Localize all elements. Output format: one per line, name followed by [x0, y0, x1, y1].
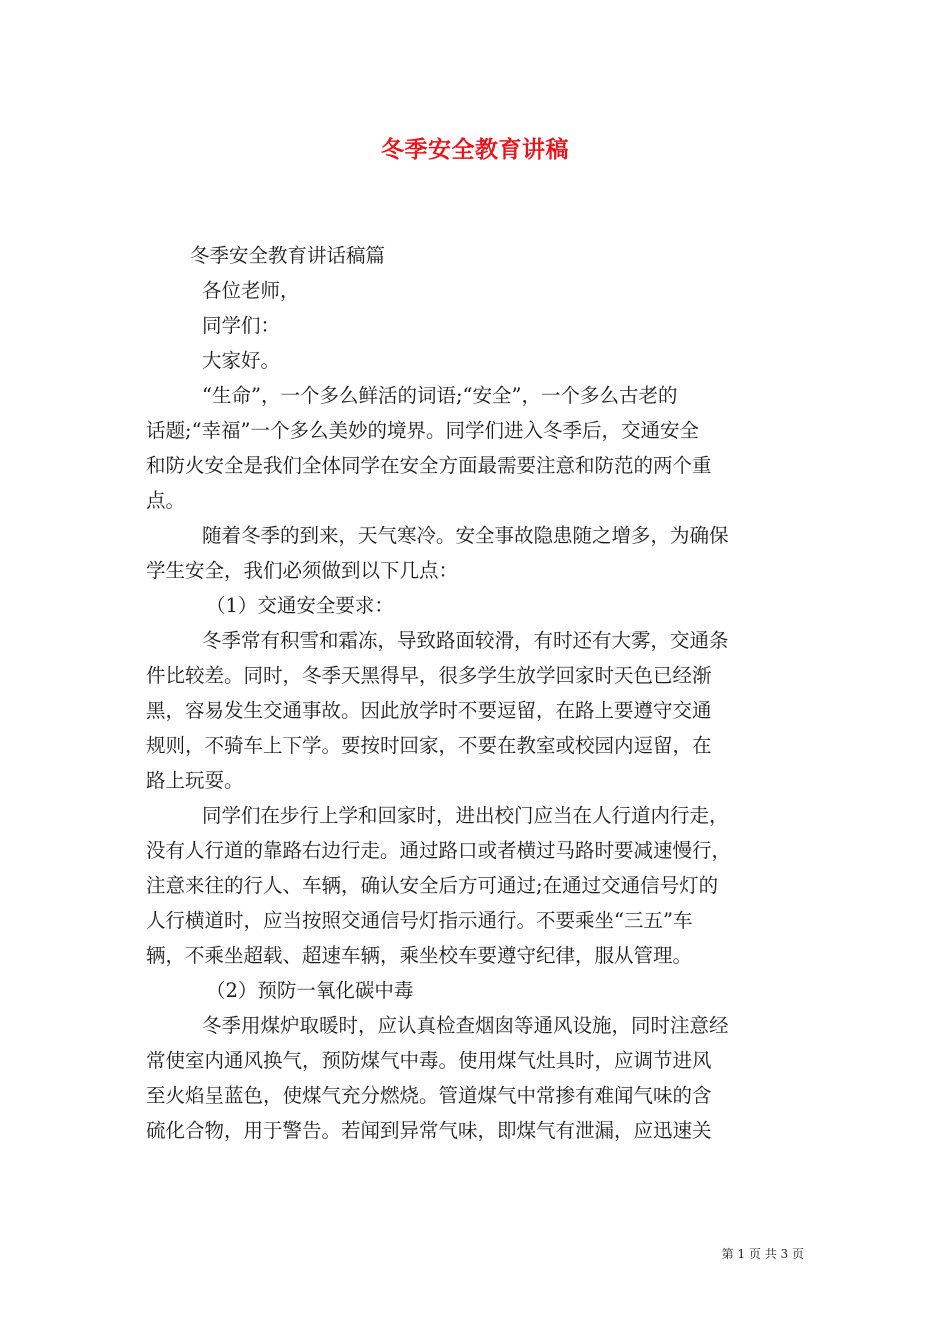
- body-line: 冬季用煤炉取暖时，应认真检查烟囱等通风设施，同时注意经: [202, 1014, 729, 1037]
- body-line: 冬季安全教育讲话稿篇: [190, 244, 386, 267]
- body-line: 件比较差。同时，冬季天黑得早，很多学生放学回家时天色已经渐: [146, 664, 712, 687]
- body-line: 黑，容易发生交通事故。因此放学时不要逗留，在路上要遵守交通: [146, 699, 712, 722]
- body-line: 硫化合物，用于警告。若闻到异常气味，即煤气有泄漏，应迅速关: [146, 1119, 712, 1142]
- page-footer: 第 1 页 共 3 页: [721, 1247, 804, 1261]
- body-line: 人行横道时，应当按照交通信号灯指示通行。不要乘坐“三五”车: [146, 909, 693, 932]
- body-line: 冬季常有积雪和霜冻，导致路面较滑，有时还有大雾，交通条: [202, 629, 729, 652]
- body-line: 学生安全，我们必须做到以下几点：: [146, 559, 459, 582]
- body-line: 辆，不乘坐超载、超速车辆，乘坐校车要遵守纪律，服从管理。: [146, 944, 693, 967]
- body-line: 注意来往的行人、车辆，确认安全后方可通过;在通过交通信号灯的: [146, 874, 719, 897]
- body-line: “生命”，一个多么鲜活的词语;“安全”，一个多么古老的: [202, 384, 678, 407]
- body-line: 和防火安全是我们全体同学在安全方面最需要注意和防范的两个重: [146, 454, 712, 477]
- section-heading: （2）预防一氧化碳中毒: [206, 979, 414, 1002]
- body-line: 路上玩耍。: [146, 769, 244, 792]
- body-line: 话题;“幸福”一个多么美妙的境界。同学们进入冬季后，交通安全: [146, 419, 700, 442]
- body-line: 随着冬季的到来，天气寒冷。安全事故隐患随之增多，为确保: [202, 524, 729, 547]
- body-line: 常使室内通风换气，预防煤气中毒。使用煤气灶具时，应调节进风: [146, 1049, 712, 1072]
- section-heading: （1）交通安全要求：: [206, 594, 394, 617]
- body-line: 各位老师，: [202, 279, 300, 302]
- body-line: 同学们：: [202, 314, 281, 337]
- document-title: 冬季安全教育讲稿: [381, 137, 569, 163]
- document-body: [146, 238, 808, 1148]
- body-line: 至火焰呈蓝色，使煤气充分燃烧。管道煤气中常掺有难闻气味的含: [146, 1084, 712, 1107]
- body-line: 同学们在步行上学和回家时，进出校门应当在人行道内行走，: [202, 804, 729, 827]
- body-line: 点。: [146, 489, 186, 512]
- body-line: 没有人行道的靠路右边行走。通过路口或者横过马路时要减速慢行，: [146, 839, 732, 862]
- body-line: 规则，不骑车上下学。要按时回家，不要在教室或校园内逗留，在: [146, 734, 712, 757]
- body-line: 大家好。: [202, 349, 281, 372]
